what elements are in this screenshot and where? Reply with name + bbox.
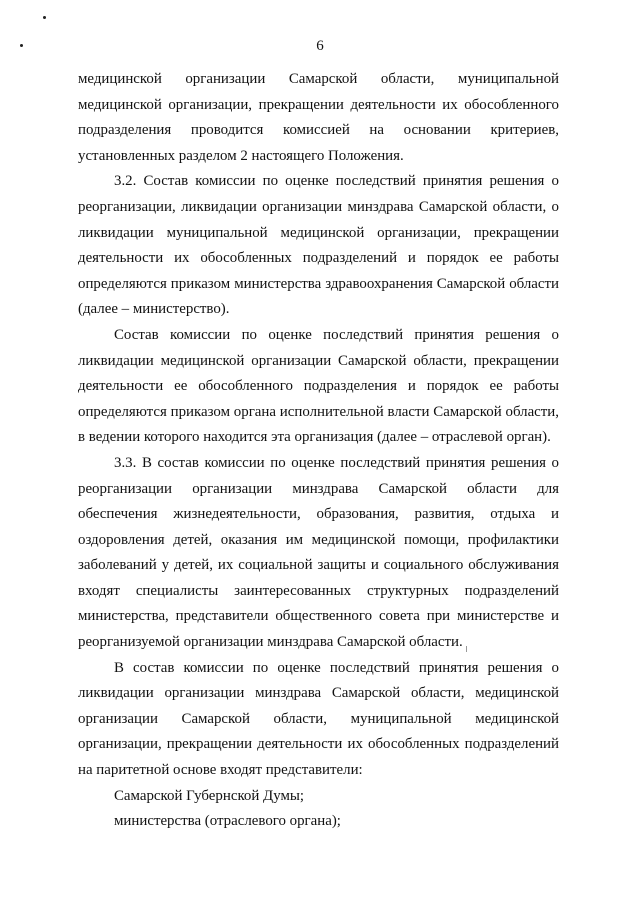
page-number: 6	[316, 38, 324, 54]
paragraph-commission-composition: Состав комиссии по оценке последствий принятия решения о ликвидации медицинской организации Самарской области, прекращении деятельности ее обособленного подразделения и порядок ее работы определяются приказом органа исполнительной власти Самарской области, в ведении которого находится эта организация (далее – отраслевой орган).	[78, 326, 559, 446]
scan-speck	[43, 16, 46, 19]
paragraph-parity-representatives: В состав комиссии по оценке последствий принятия решения о ликвидации организации минздрава Самарской области, медицинской организации Самарской области, муниципальной медицинской организации, прекращении деятельности их обособленных подразделений на паритетной основе входят представители:	[78, 659, 559, 779]
paragraph-3-2: 3.2. Состав комиссии по оценке последствий принятия решения о реорганизации, ликвидации организации минздрава Самарской области, о ликвидации муниципальной медицинской организации, прекращении деятельности их обособленных подразделений и порядок ее работы определяются приказом министерства здравоохранения Самарской области (далее – министерство).	[78, 173, 559, 318]
paragraph-3-3: 3.3. В состав комиссии по оценке последствий принятия решения о реорганизации организации минздрава Самарской области для обеспечения жизнедеятельности, образования, развития, отдыха и оздоровления детей, оказания им медицинской помощи, профилактики заболеваний у детей, их социальной защиты и социального обслуживания входят специалисты заинтересованных структурных подразделений министерства, представители общественного совета при министерстве и реорганизуемой организации минздрава Самарской области.	[78, 454, 559, 651]
paragraph-continuation: медицинской организации Самарской области, муниципальной медицинской организации, прекращении деятельности их обособленного подразделения проводится комиссией на основании критериев, установленных разделом 2 настоящего Положения.	[78, 71, 559, 164]
list-item-ministry: министерства (отраслевого органа);	[114, 813, 341, 830]
document-body	[78, 67, 559, 835]
list-item-duma: Самарской Губернской Думы;	[114, 787, 305, 804]
